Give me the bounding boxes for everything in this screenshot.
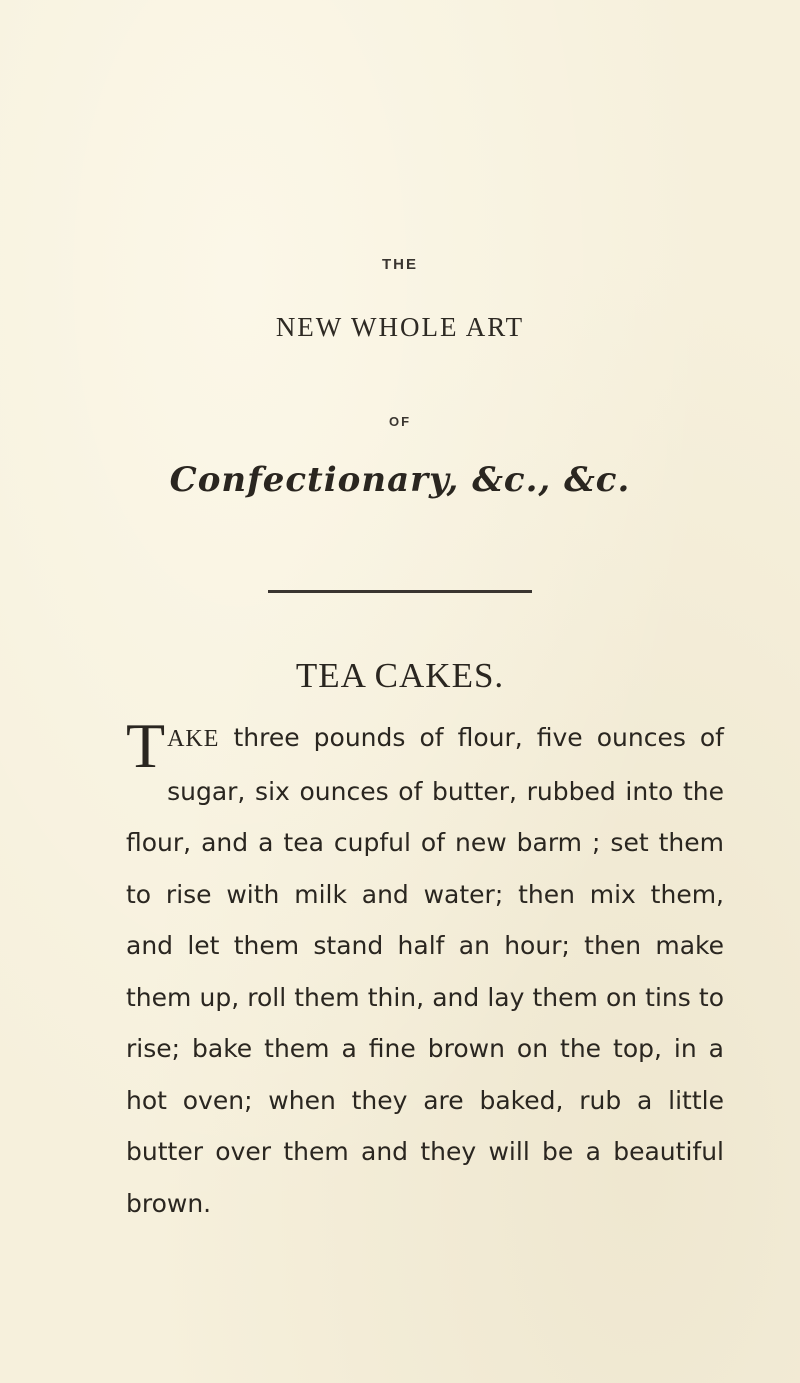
- book-title: NEW WHOLE ART: [275, 312, 525, 342]
- title-the: THE: [382, 256, 418, 273]
- title-of: OF: [388, 414, 412, 429]
- first-word: AKE: [167, 726, 220, 752]
- divider-rule: [268, 590, 532, 593]
- drop-cap: T: [126, 710, 166, 781]
- recipe-title: TEA CAKES.: [295, 656, 505, 695]
- book-subject: Confectionary, &c., &c.: [169, 460, 631, 500]
- recipe-body: [126, 712, 724, 1229]
- recipe-text: three pounds of flour, five ounces of sugar, six ounces of butter, rubbed into the flour, and a tea cupful of new barm ; set them to rise with milk and water; then mix them, and let them stand half an hour; then make them up, roll them thin, and lay them on tins to rise; bake them a fine brown on the top, in a hot oven; when they are baked, rub a little butter over them and they will be a beautiful brown.: [126, 723, 724, 1218]
